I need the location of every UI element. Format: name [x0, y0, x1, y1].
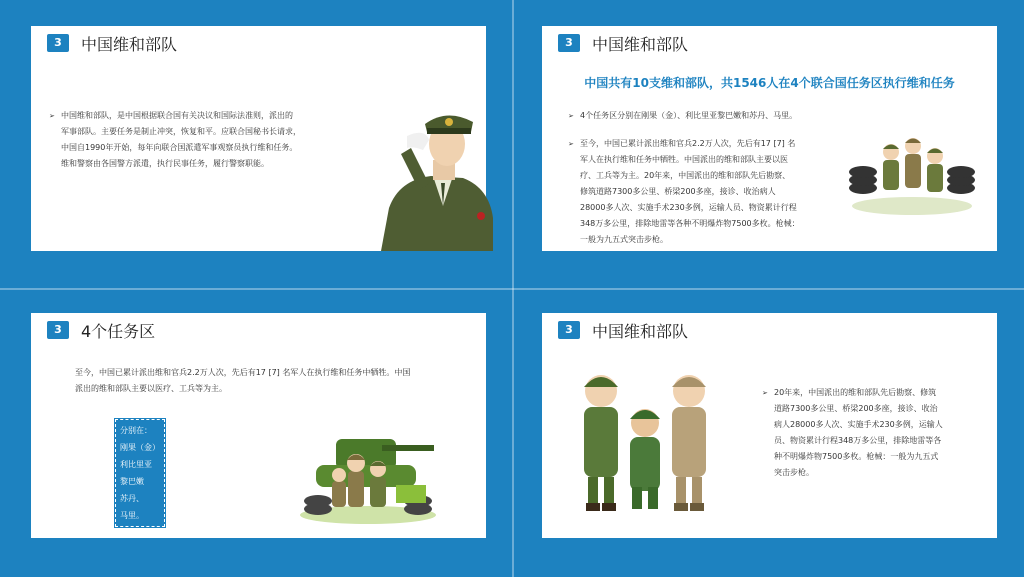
body-line: ➢ 至今，中国已累计派出维和官兵2.2万人次，先后有17 [7] 名 — [580, 139, 796, 148]
slide-1[interactable] — [31, 26, 486, 251]
slide-title: 中国维和部队 — [592, 35, 689, 54]
body-line: 员、物资累计行程348万多公里，排除地雷等各 — [774, 436, 942, 445]
body-line: 维和警察由各国警方派遣，执行民事任务，履行警察职能。 — [61, 159, 269, 168]
box-line: 马里。 — [120, 511, 144, 520]
bullet-history — [580, 136, 850, 248]
box-line: 分别在： — [120, 426, 152, 435]
body-line: 病人28000多人次、实施手术230多例，运输人 — [774, 420, 943, 429]
body-line: 修筑道路7300多公里、桥梁200多座，接诊、收治病人 — [580, 187, 776, 196]
body-line: 突击步枪。 — [774, 468, 814, 477]
body-line: 种不明爆炸物7500多枚。枪械：一般为九五式 — [774, 452, 939, 461]
body-line: 道路7300多公里、桥梁200多座，接诊、收治 — [774, 404, 938, 413]
slide-4[interactable] — [542, 313, 997, 538]
body-line: 军人在执行维和任务中牺牲。中国派出的维和部队主要以医 — [580, 155, 788, 164]
body-line: ➢ 中国维和部队，是中国根据联合国有关决议和国际法准则，派出的 — [61, 111, 293, 120]
slide-2[interactable] — [542, 26, 997, 251]
box-line: 黎巴嫩 — [120, 477, 144, 486]
box-line: 刚果（金） — [120, 443, 160, 452]
box-line: 利比里亚 — [120, 460, 152, 469]
body-line: 中国自1990年开始，每年向联合国派遣军事观察员执行维和任务。 — [61, 143, 298, 152]
body-line: 军事部队。主要任务是制止冲突，恢复和平。应联合国秘书长请求， — [61, 127, 301, 136]
body-line: 28000多人次、实施手术230多例，运输人员、物资累计行程 — [580, 203, 797, 212]
section-badge: 3 — [558, 321, 580, 339]
slide-headline: 中国共有10支维和部队，共1546人在4个联合国任务区执行维和任务 — [584, 76, 955, 90]
soldiers-with-tires-illustration — [847, 134, 977, 216]
saluting-officer-illustration — [371, 88, 496, 251]
section-badge: 3 — [558, 34, 580, 52]
section-badge: 3 — [47, 321, 69, 339]
body-line: 至今，中国已累计派出维和官兵2.2万人次，先后有17 [7] 名军人在执行维和任务中牺牲。中国 — [75, 368, 411, 377]
slide-title: 中国维和部队 — [592, 322, 689, 341]
body-line: 348万多公里，排除地雷等各种不明爆炸物7500多枚。枪械： — [580, 219, 800, 228]
horizontal-divider — [0, 288, 1024, 290]
bullet-task-areas: ➢ 4个任务区分别在刚果（金）、利比里亚黎巴嫩和苏丹、马里。 — [580, 108, 880, 124]
slide-3[interactable] — [31, 313, 486, 538]
slide-title: 中国维和部队 — [81, 35, 178, 54]
body-text — [774, 385, 984, 481]
body-line: ➢ 20年来，中国派出的维和部队先后勘察、修筑 — [774, 388, 937, 397]
section-badge: 3 — [47, 34, 69, 52]
body-text — [61, 108, 371, 172]
task-areas-box — [115, 419, 165, 527]
soldiers-with-tank-illustration — [296, 425, 441, 525]
body-line: 疗、工兵等为主。20年来，中国派出的维和部队先后勘察、 — [580, 171, 791, 180]
body-line: 派出的维和部队主要以医疗、工兵等为主。 — [75, 384, 227, 393]
slide-title: 4个任务区 — [81, 322, 156, 341]
body-text — [75, 365, 475, 397]
three-saluting-soldiers-illustration — [572, 367, 722, 517]
body-line: 一般为九五式突击步枪。 — [580, 235, 668, 244]
box-line: 苏丹、 — [120, 494, 144, 503]
